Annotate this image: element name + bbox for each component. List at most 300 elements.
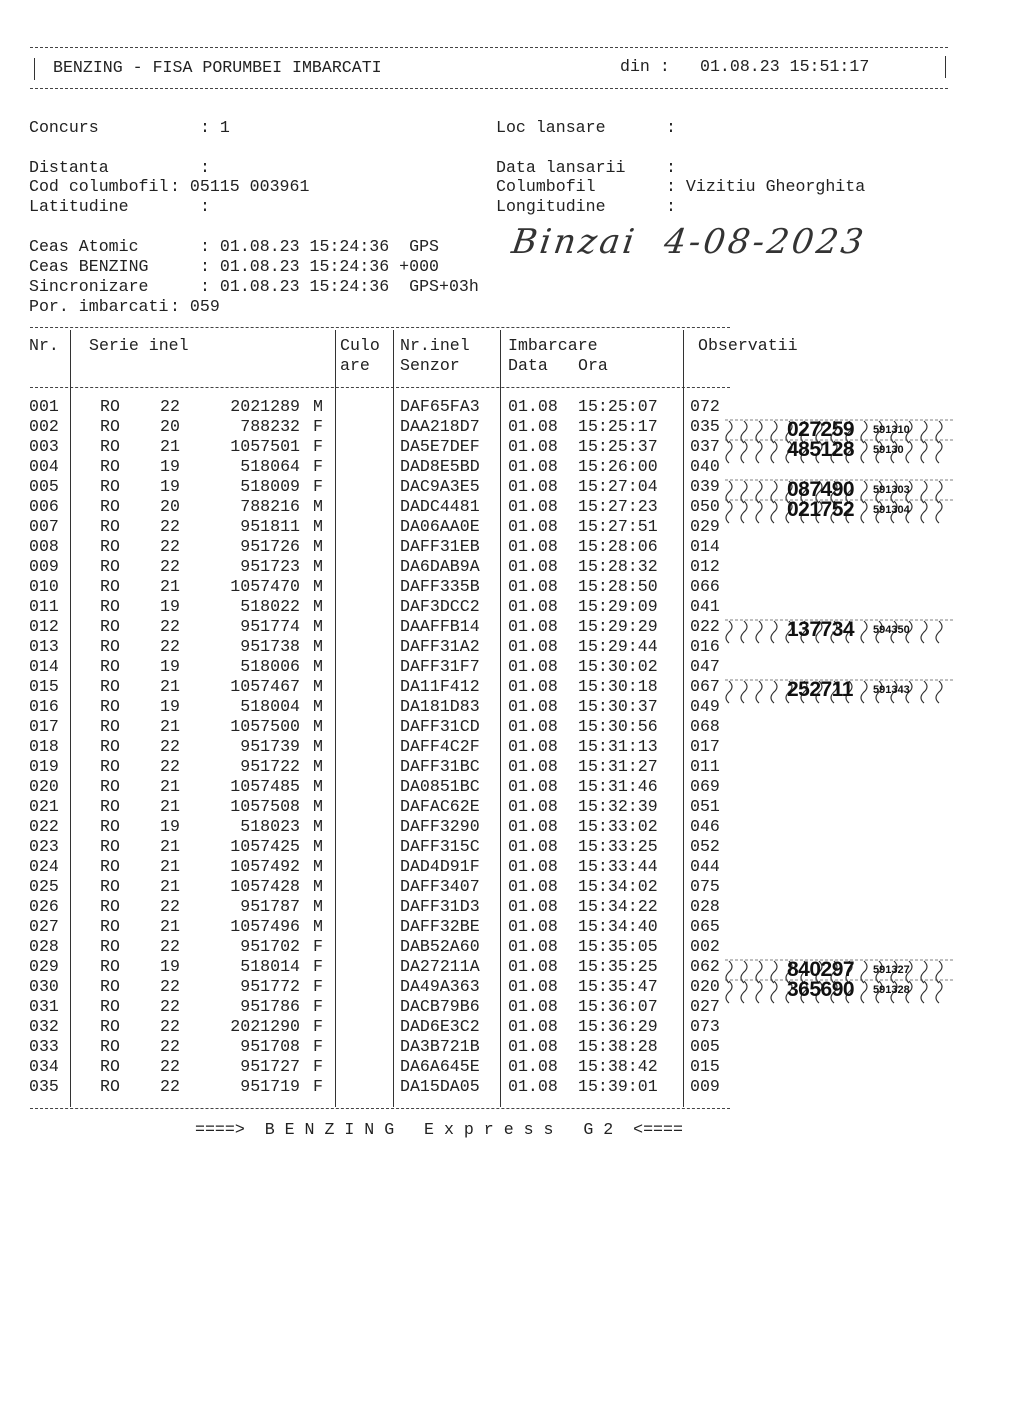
cell-an: 21 (160, 857, 180, 876)
cell-senzor: DACB79B6 (400, 997, 480, 1016)
cell-obs: 037 (690, 437, 720, 456)
cell-tara: RO (100, 837, 120, 856)
cell-senzor: DAFF31CD (400, 717, 480, 736)
header-bottom-border (30, 88, 948, 89)
cell-data: 01.08 (508, 997, 558, 1016)
cell-tara: RO (100, 537, 120, 556)
cell-senzor: DA5E7DEF (400, 437, 480, 456)
porumbei-imbarcati-value: : 059 (170, 297, 220, 316)
cell-nr: 010 (29, 577, 59, 596)
cell-sex: F (313, 1077, 323, 1096)
cell-ora: 15:30:37 (578, 697, 658, 716)
cell-ora: 15:35:05 (578, 937, 658, 956)
cell-data: 01.08 (508, 937, 558, 956)
cell-an: 22 (160, 1017, 180, 1036)
cell-ora: 15:30:02 (578, 657, 658, 676)
cell-data: 01.08 (508, 597, 558, 616)
header-top-border (30, 47, 948, 48)
cell-inel: 951727 (240, 1057, 300, 1076)
stamp-number: 365690 (787, 978, 855, 1001)
stamp-number: 021752 (787, 498, 855, 521)
cell-data: 01.08 (508, 757, 558, 776)
cell-ora: 15:33:44 (578, 857, 658, 876)
cell-tara: RO (100, 877, 120, 896)
cell-inel: 951719 (240, 1077, 300, 1096)
porumbei-imbarcati-label: Por. imbarcati (29, 297, 169, 316)
cell-ora: 15:34:02 (578, 877, 658, 896)
cell-nr: 004 (29, 457, 59, 476)
cell-an: 22 (160, 757, 180, 776)
cell-tara: RO (100, 637, 120, 656)
longitudine-value: : (666, 197, 676, 216)
cell-inel: 1057501 (230, 437, 300, 456)
cell-inel: 1057496 (230, 917, 300, 936)
cell-an: 22 (160, 1037, 180, 1056)
cell-ora: 15:27:51 (578, 517, 658, 536)
cell-sex: M (313, 617, 323, 636)
cell-sex: M (313, 577, 323, 596)
cell-obs: 067 (690, 677, 720, 696)
cell-tara: RO (100, 557, 120, 576)
cell-tara: RO (100, 497, 120, 516)
col-header-nr-inel: Nr.inel (400, 336, 470, 355)
cell-ora: 15:25:07 (578, 397, 658, 416)
cod-columbofil-value: : 05115 003961 (170, 177, 310, 196)
stamp-number: 252711 (787, 678, 853, 701)
cell-obs: 020 (690, 977, 720, 996)
cell-data: 01.08 (508, 1077, 558, 1096)
cell-inel: 518006 (240, 657, 300, 676)
cell-tara: RO (100, 717, 120, 736)
cell-an: 21 (160, 837, 180, 856)
cell-sex: M (313, 857, 323, 876)
cell-data: 01.08 (508, 677, 558, 696)
cell-inel: 951722 (240, 757, 300, 776)
cell-obs: 073 (690, 1017, 720, 1036)
cell-obs: 005 (690, 1037, 720, 1056)
cell-data: 01.08 (508, 517, 558, 536)
cell-an: 21 (160, 677, 180, 696)
cell-sex: F (313, 477, 323, 496)
data-lansarii-label: Data lansarii (496, 158, 626, 177)
sincronizare-value: : 01.08.23 15:24:36 GPS+03h (200, 277, 479, 296)
cell-ora: 15:26:00 (578, 457, 658, 476)
cell-an: 21 (160, 797, 180, 816)
cell-data: 01.08 (508, 957, 558, 976)
cell-an: 21 (160, 917, 180, 936)
cell-nr: 002 (29, 417, 59, 436)
cell-obs: 065 (690, 917, 720, 936)
cell-nr: 030 (29, 977, 59, 996)
stamp-code: 59130 (873, 444, 904, 456)
cell-nr: 020 (29, 777, 59, 796)
cell-data: 01.08 (508, 777, 558, 796)
longitudine-label: Longitudine (496, 197, 606, 216)
cell-nr: 034 (29, 1057, 59, 1076)
cell-an: 19 (160, 457, 180, 476)
cell-senzor: DAD6E3C2 (400, 1017, 480, 1036)
cell-data: 01.08 (508, 977, 558, 996)
cell-an: 22 (160, 537, 180, 556)
column-divider (500, 330, 501, 1107)
header-right-border (945, 56, 946, 78)
cell-nr: 021 (29, 797, 59, 816)
cell-an: 22 (160, 977, 180, 996)
cell-ora: 15:34:22 (578, 897, 658, 916)
cell-nr: 032 (29, 1017, 59, 1036)
cell-inel: 2021289 (230, 397, 300, 416)
cell-ora: 15:33:25 (578, 837, 658, 856)
cod-columbofil-label: Cod columbofil (29, 177, 169, 196)
cell-data: 01.08 (508, 797, 558, 816)
cell-tara: RO (100, 957, 120, 976)
cell-ora: 15:28:06 (578, 537, 658, 556)
latitudine-value: : (200, 197, 210, 216)
cell-nr: 025 (29, 877, 59, 896)
stamp-number: 137734 (787, 618, 855, 641)
cell-inel: 951786 (240, 997, 300, 1016)
cell-sex: M (313, 697, 323, 716)
stamp-number: 027259 (787, 418, 855, 441)
cell-obs: 041 (690, 597, 720, 616)
cell-inel: 788216 (240, 497, 300, 516)
col-header-culoare-1: Culo (340, 336, 380, 355)
stamp-code: 591327 (873, 964, 910, 976)
cell-tara: RO (100, 757, 120, 776)
cell-nr: 006 (29, 497, 59, 516)
cell-an: 21 (160, 717, 180, 736)
cell-sex: F (313, 1057, 323, 1076)
col-header-data: Data (508, 356, 548, 375)
cell-data: 01.08 (508, 637, 558, 656)
cell-ora: 15:25:37 (578, 437, 658, 456)
cell-sex: F (313, 997, 323, 1016)
cell-data: 01.08 (508, 457, 558, 476)
cell-nr: 027 (29, 917, 59, 936)
cell-sex: M (313, 557, 323, 576)
cell-tara: RO (100, 817, 120, 836)
cell-nr: 012 (29, 617, 59, 636)
cell-tara: RO (100, 997, 120, 1016)
cell-senzor: DAFF31BC (400, 757, 480, 776)
cell-obs: 040 (690, 457, 720, 476)
concurs-value: : 1 (200, 118, 230, 137)
ring-stamp (725, 498, 955, 523)
cell-tara: RO (100, 1077, 120, 1096)
cell-obs: 066 (690, 577, 720, 596)
cell-senzor: DAC9A3E5 (400, 477, 480, 496)
cell-tara: RO (100, 977, 120, 996)
cell-nr: 028 (29, 937, 59, 956)
cell-sex: F (313, 457, 323, 476)
cell-inel: 951739 (240, 737, 300, 756)
footer-text: ====> B E N Z I N G E x p r e s s G 2 <==== (195, 1120, 683, 1139)
cell-nr: 031 (29, 997, 59, 1016)
cell-senzor: DAFF32BE (400, 917, 480, 936)
col-header-ora: Ora (578, 356, 608, 375)
cell-senzor: DAFF31A2 (400, 637, 480, 656)
cell-obs: 011 (690, 757, 720, 776)
cell-inel: 951772 (240, 977, 300, 996)
cell-an: 22 (160, 937, 180, 956)
cell-senzor: DA6DAB9A (400, 557, 480, 576)
cell-an: 22 (160, 637, 180, 656)
cell-sex: F (313, 977, 323, 996)
cell-obs: 015 (690, 1057, 720, 1076)
cell-an: 19 (160, 657, 180, 676)
columbofil-value: : Vizitiu Gheorghita (666, 177, 866, 196)
cell-sex: F (313, 937, 323, 956)
cell-inel: 518004 (240, 697, 300, 716)
cell-obs: 039 (690, 477, 720, 496)
cell-sex: F (313, 957, 323, 976)
cell-data: 01.08 (508, 417, 558, 436)
cell-tara: RO (100, 617, 120, 636)
cell-obs: 044 (690, 857, 720, 876)
cell-sex: M (313, 737, 323, 756)
cell-inel: 518014 (240, 957, 300, 976)
stamp-code: 594350 (873, 624, 910, 636)
ring-stamp (725, 678, 955, 703)
cell-senzor: DA181D83 (400, 697, 480, 716)
cell-ora: 15:31:27 (578, 757, 658, 776)
cell-sex: M (313, 397, 323, 416)
cell-an: 22 (160, 517, 180, 536)
cell-inel: 1057492 (230, 857, 300, 876)
cell-data: 01.08 (508, 917, 558, 936)
cell-an: 20 (160, 497, 180, 516)
cell-obs: 014 (690, 537, 720, 556)
cell-obs: 009 (690, 1077, 720, 1096)
cell-obs: 068 (690, 717, 720, 736)
cell-senzor: DA15DA05 (400, 1077, 480, 1096)
cell-inel: 1057500 (230, 717, 300, 736)
cell-tara: RO (100, 1037, 120, 1056)
cell-ora: 15:35:47 (578, 977, 658, 996)
cell-data: 01.08 (508, 737, 558, 756)
cell-ora: 15:39:01 (578, 1077, 658, 1096)
cell-ora: 15:30:18 (578, 677, 658, 696)
cell-an: 19 (160, 477, 180, 496)
cell-data: 01.08 (508, 1057, 558, 1076)
cell-sex: M (313, 597, 323, 616)
cell-obs: 051 (690, 797, 720, 816)
cell-senzor: DAD4D91F (400, 857, 480, 876)
cell-ora: 15:27:04 (578, 477, 658, 496)
cell-inel: 1057425 (230, 837, 300, 856)
cell-inel: 518022 (240, 597, 300, 616)
cell-senzor: DAFF31F7 (400, 657, 480, 676)
cell-obs: 035 (690, 417, 720, 436)
handwritten-note: Binzai 4-08-2023 (509, 222, 869, 262)
cell-nr: 009 (29, 557, 59, 576)
cell-data: 01.08 (508, 577, 558, 596)
stamp-number: 840297 (787, 958, 855, 981)
cell-nr: 014 (29, 657, 59, 676)
cell-sex: M (313, 517, 323, 536)
cell-data: 01.08 (508, 657, 558, 676)
cell-inel: 951702 (240, 937, 300, 956)
column-divider (70, 330, 71, 1107)
cell-ora: 15:29:09 (578, 597, 658, 616)
cell-obs: 050 (690, 497, 720, 516)
cell-sex: M (313, 817, 323, 836)
cell-ora: 15:36:29 (578, 1017, 658, 1036)
cell-senzor: DAF3DCC2 (400, 597, 480, 616)
col-header-culoare-2: are (340, 356, 370, 375)
cell-obs: 016 (690, 637, 720, 656)
ring-stamp (725, 618, 955, 643)
cell-ora: 15:29:44 (578, 637, 658, 656)
cell-ora: 15:28:50 (578, 577, 658, 596)
cell-data: 01.08 (508, 877, 558, 896)
cell-an: 21 (160, 577, 180, 596)
cell-ora: 15:31:13 (578, 737, 658, 756)
cell-inel: 1057470 (230, 577, 300, 596)
col-header-imbarcare: Imbarcare (508, 336, 598, 355)
cell-senzor: DAF65FA3 (400, 397, 480, 416)
table-header-border (30, 387, 730, 388)
cell-sex: M (313, 497, 323, 516)
cell-nr: 003 (29, 437, 59, 456)
cell-obs: 075 (690, 877, 720, 896)
cell-an: 19 (160, 817, 180, 836)
loc-lansare-label: Loc lansare (496, 118, 606, 137)
cell-data: 01.08 (508, 897, 558, 916)
ring-stamp (725, 438, 955, 463)
print-date-label: din : (620, 57, 670, 76)
cell-inel: 951774 (240, 617, 300, 636)
cell-tara: RO (100, 417, 120, 436)
cell-nr: 001 (29, 397, 59, 416)
cell-nr: 024 (29, 857, 59, 876)
cell-senzor: DA27211A (400, 957, 480, 976)
cell-obs: 052 (690, 837, 720, 856)
cell-an: 22 (160, 737, 180, 756)
cell-senzor: DA06AA0E (400, 517, 480, 536)
cell-nr: 013 (29, 637, 59, 656)
cell-an: 22 (160, 617, 180, 636)
latitudine-label: Latitudine (29, 197, 129, 216)
stamp-code: 591328 (873, 984, 910, 996)
cell-senzor: DAFF31D3 (400, 897, 480, 916)
cell-sex: M (313, 717, 323, 736)
cell-ora: 15:28:32 (578, 557, 658, 576)
cell-nr: 008 (29, 537, 59, 556)
stamp-code: 591304 (873, 504, 910, 516)
cell-tara: RO (100, 797, 120, 816)
cell-nr: 005 (29, 477, 59, 496)
cell-nr: 015 (29, 677, 59, 696)
cell-tara: RO (100, 677, 120, 696)
col-header-nr: Nr. (29, 336, 59, 355)
cell-an: 19 (160, 957, 180, 976)
cell-data: 01.08 (508, 817, 558, 836)
cell-ora: 15:38:42 (578, 1057, 658, 1076)
cell-tara: RO (100, 1057, 120, 1076)
print-date-value: 01.08.23 15:51:17 (700, 57, 870, 76)
cell-ora: 15:27:23 (578, 497, 658, 516)
cell-data: 01.08 (508, 437, 558, 456)
cell-an: 19 (160, 697, 180, 716)
cell-inel: 951708 (240, 1037, 300, 1056)
stamp-number: 087490 (787, 478, 855, 501)
data-lansarii-value: : (666, 158, 676, 177)
cell-senzor: DAFF315C (400, 837, 480, 856)
cell-tara: RO (100, 917, 120, 936)
cell-an: 21 (160, 877, 180, 896)
cell-ora: 15:34:40 (578, 917, 658, 936)
cell-sex: M (313, 657, 323, 676)
cell-ora: 15:38:28 (578, 1037, 658, 1056)
table-top-border (30, 327, 730, 328)
cell-inel: 518064 (240, 457, 300, 476)
cell-obs: 062 (690, 957, 720, 976)
cell-an: 22 (160, 1057, 180, 1076)
cell-nr: 022 (29, 817, 59, 836)
cell-sex: M (313, 757, 323, 776)
col-header-serie-inel: Serie inel (89, 336, 189, 355)
cell-an: 19 (160, 597, 180, 616)
distanta-label: Distanta (29, 158, 109, 177)
cell-sex: M (313, 637, 323, 656)
ring-stamp (725, 978, 955, 1003)
cell-obs: 002 (690, 937, 720, 956)
ceas-benzing-value: : 01.08.23 15:24:36 +000 (200, 257, 439, 276)
cell-senzor: DAD8E5BD (400, 457, 480, 476)
cell-inel: 1057508 (230, 797, 300, 816)
cell-tara: RO (100, 437, 120, 456)
cell-data: 01.08 (508, 617, 558, 636)
cell-ora: 15:35:25 (578, 957, 658, 976)
document-title: BENZING - FISA PORUMBEI IMBARCATI (53, 58, 382, 77)
cell-tara: RO (100, 517, 120, 536)
cell-senzor: DA6A645E (400, 1057, 480, 1076)
cell-senzor: DAFF3290 (400, 817, 480, 836)
cell-nr: 018 (29, 737, 59, 756)
cell-sex: F (313, 1017, 323, 1036)
cell-tara: RO (100, 597, 120, 616)
cell-nr: 033 (29, 1037, 59, 1056)
cell-nr: 011 (29, 597, 59, 616)
cell-senzor: DADC4481 (400, 497, 480, 516)
cell-ora: 15:29:29 (578, 617, 658, 636)
concurs-label: Concurs (29, 118, 99, 137)
cell-data: 01.08 (508, 717, 558, 736)
header-left-border (34, 58, 35, 80)
cell-nr: 016 (29, 697, 59, 716)
cell-inel: 518009 (240, 477, 300, 496)
cell-data: 01.08 (508, 837, 558, 856)
cell-data: 01.08 (508, 537, 558, 556)
cell-tara: RO (100, 777, 120, 796)
cell-obs: 069 (690, 777, 720, 796)
cell-sex: F (313, 1037, 323, 1056)
cell-obs: 046 (690, 817, 720, 836)
cell-an: 21 (160, 777, 180, 796)
cell-obs: 017 (690, 737, 720, 756)
cell-senzor: DAFAC62E (400, 797, 480, 816)
cell-ora: 15:31:46 (578, 777, 658, 796)
cell-data: 01.08 (508, 397, 558, 416)
cell-tara: RO (100, 477, 120, 496)
cell-sex: M (313, 797, 323, 816)
cell-obs: 047 (690, 657, 720, 676)
cell-sex: M (313, 877, 323, 896)
cell-an: 22 (160, 997, 180, 1016)
cell-inel: 951811 (240, 517, 300, 536)
cell-ora: 15:32:39 (578, 797, 658, 816)
